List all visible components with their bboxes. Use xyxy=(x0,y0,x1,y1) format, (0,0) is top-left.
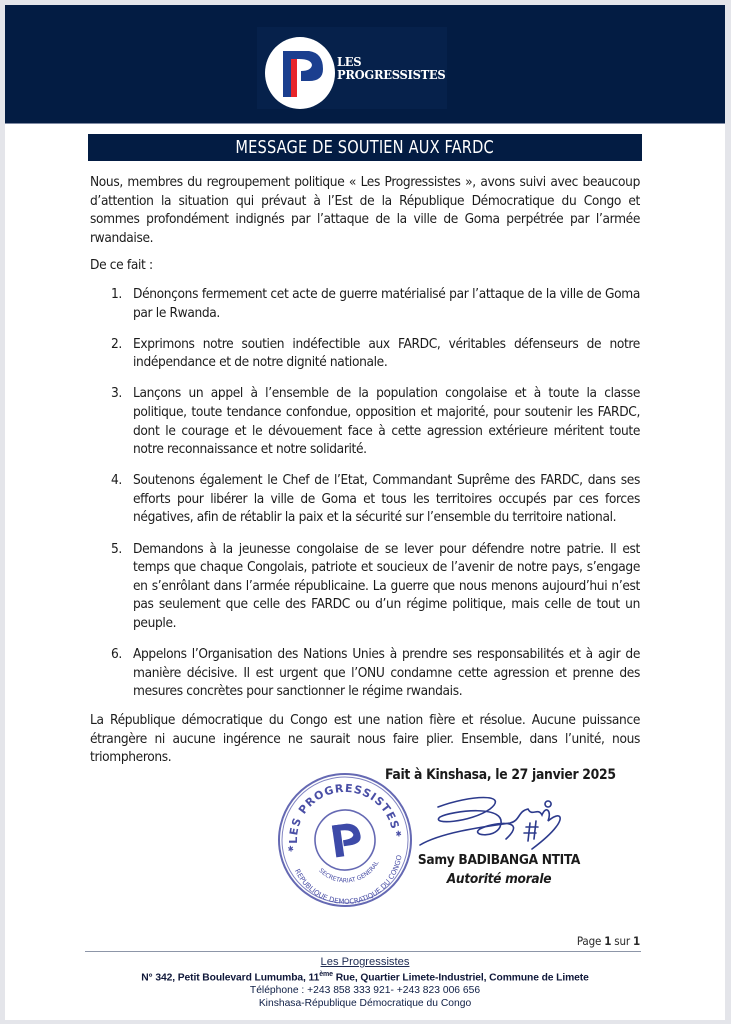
resolution-list xyxy=(90,285,640,713)
list-item-text: Appelons l’Organisation des Nations Unies à prendre ses responsabilités et à agir de manière décisive. Il est urgent que l’ONU condamne cette agression et prenne des mesures concrètes pour sanctionner le régime rwandais. xyxy=(133,646,640,700)
place-and-date: Fait à Kinshasa, le 27 janvier 2025 xyxy=(385,767,616,783)
party-logo xyxy=(257,27,447,109)
intro-text: Nous, membres du regroupement politique « Les Progressistes », avons suivi avec beaucoup d’attention la situation qui prévaut à l’Est de la République Démocratique du Congo et sommes profondément indignés par l’attaque de la ville de Goma perpétrée par l’armée rwandaise. xyxy=(90,174,640,246)
list-number: 3. xyxy=(111,385,122,402)
footer-org-name: Les Progressistes xyxy=(320,956,410,968)
official-stamp-icon xyxy=(275,770,415,910)
svg-text:✱: ✱ xyxy=(395,829,403,839)
signatory-name: Samy BADIBANGA NTITA xyxy=(417,852,581,868)
footer xyxy=(5,955,725,1010)
footer-phone: Téléphone : +243 858 333 921- +243 823 006 656 xyxy=(249,985,481,997)
handwritten-signature-icon xyxy=(410,787,580,857)
letterhead-banner xyxy=(5,5,725,124)
list-item xyxy=(90,285,640,322)
document-page xyxy=(5,5,725,1020)
list-item xyxy=(90,335,640,372)
list-number: 6. xyxy=(111,646,122,662)
address-part: N° 342, Petit Boulevard Lumumba, 11 xyxy=(141,972,320,984)
svg-text:SECRETARIAT GENERAL: SECRETARIAT GENERAL xyxy=(317,859,381,885)
list-item-text: Demandons à la jeunesse congolaise de se lever pour défendre notre patrie. Il est temps que chaque Congolais, patriote et soucieux de l’avenir de notre pays, s’engage en s’enrôlant dans l’armée républicaine. La guerre que nous menons aujourd’hui n’est pas seulement que celle des FARDC ou d’un régime politique, mais celle de tout un peuple. xyxy=(133,540,640,631)
les-progressistes-logo-icon xyxy=(265,37,335,109)
logo-line-2: PROGRESSISTES xyxy=(337,67,446,82)
page-label: Page xyxy=(576,934,602,948)
logo-wordmark xyxy=(337,55,445,81)
page-current: 1 xyxy=(604,934,612,948)
list-number: 1. xyxy=(111,286,122,302)
list-item xyxy=(90,471,640,527)
list-item xyxy=(90,384,640,458)
svg-text:LES PROGRESSISTES: LES PROGRESSISTES xyxy=(286,781,402,844)
logo-line-1: LES xyxy=(337,54,362,69)
svg-text:REPUBLIQUE DEMOCRATIQUE DU CON: REPUBLIQUE DEMOCRATIQUE DU CONGO xyxy=(292,854,404,906)
page-sep: sur xyxy=(614,934,630,948)
list-item-text: Soutenons également le Chef de l’Etat, Commandant Suprême des FARDC, dans ses efforts pour libérer la ville de Goma et tous les territoires occupés par ces forces négatives, afin de rétablir la paix et la sécurité sur l’ensemble du territoire national. xyxy=(133,472,640,526)
list-number: 4. xyxy=(111,472,122,489)
list-item-text: Exprimons notre soutien indéfectible aux FARDC, véritables défenseurs de notre indépendance et de notre dignité nationale. xyxy=(133,335,640,371)
page-number xyxy=(577,934,640,948)
page-total: 1 xyxy=(633,934,640,948)
footer-city: Kinshasa-République Démocratique du Congo xyxy=(258,997,472,1009)
lead-in-text: De ce fait : xyxy=(90,257,153,273)
closing-text: La République démocratique du Congo est une nation fière et résolue. Aucune puissance étrangère ni aucune ingérence ne saurait nous faire plier. Ensemble, dans l’unité, nous triompherons. xyxy=(90,712,640,766)
list-number: 2. xyxy=(111,335,122,352)
document-title xyxy=(88,134,642,161)
address-part: Rue, Quartier Limete-Industriel, Commune de Limete xyxy=(332,972,589,984)
list-item xyxy=(90,540,640,633)
lead-in xyxy=(90,256,640,275)
footer-divider xyxy=(85,951,641,952)
signatory-block xyxy=(365,851,585,888)
list-item-text: Dénonçons fermement cet acte de guerre matérialisé par l’attaque de la ville de Goma par le Rwanda. xyxy=(133,286,640,321)
document-title-text: MESSAGE DE SOUTIEN AUX FARDC xyxy=(235,137,495,158)
signatory-role: Autorité morale xyxy=(446,870,552,887)
intro-paragraph xyxy=(90,173,640,247)
closing-paragraph xyxy=(90,711,640,767)
list-item xyxy=(90,645,640,701)
address-sup: ème xyxy=(319,971,333,978)
footer-address xyxy=(5,969,725,985)
list-item-text: Lançons un appel à l’ensemble de la population congolaise et à toute la classe politique, toute tendance confondue, opposition et majorité, pour soutenir les FARDC, dont le courage et le dévouement face à cette agression extérieure méritent toute notre reconnaissance et notre solidarité. xyxy=(133,385,640,458)
svg-text:✱: ✱ xyxy=(287,844,295,855)
list-number: 5. xyxy=(111,540,122,557)
